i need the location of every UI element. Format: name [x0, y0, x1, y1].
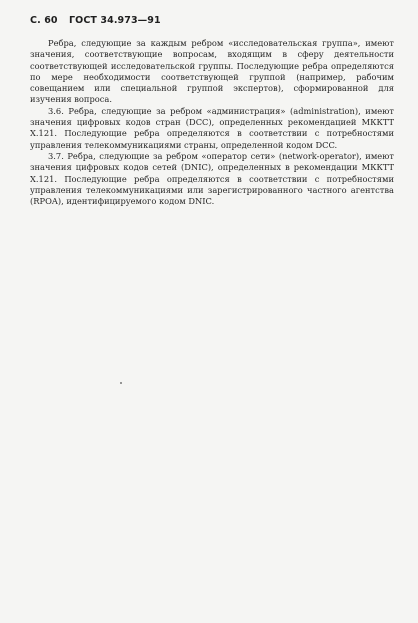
- page-header: [30, 15, 161, 26]
- page-number: С. 60: [30, 15, 58, 26]
- scan-speck: [120, 382, 122, 384]
- standard-designation: ГОСТ 34.973—91: [69, 15, 161, 26]
- paragraph-3-6-administration: 3.6. Ребра, следующие за ребром «администрация» (administration), имеют значения цифровых кодов стран (DCC), определенных рекомендацией МККТТ Х.121. Последующие ребра определяются в соответствии с потребностями управления телекоммуникациями страны, определенной кодом DCC.: [30, 105, 394, 150]
- paragraph-3-7-network-operator: 3.7. Ребра, следующие за ребром «оператор сети» (network-operator), имеют значения цифровых кодов сетей (DNIC), определенных в рекомендации МККТТ Х.121. Последующие ребра определяются в соответствии с потребностями управления телекоммуникациями или зарегистрированного частного агентства (RPOA), идентифицируемого кодом DNIC.: [30, 150, 394, 207]
- paragraph-research-group: Ребра, следующие за каждым ребром «исследовательская группа», имеют значения, соответствующие вопросам, входящим в сферу деятельности соответствующей исследовательской группы. Последующие ребра определяются по мере необходимости соответствующей группой (например, рабочим совещанием или специальной группой экспертов), сформированной для изучения вопроса.: [30, 38, 394, 105]
- document-body: [30, 38, 394, 207]
